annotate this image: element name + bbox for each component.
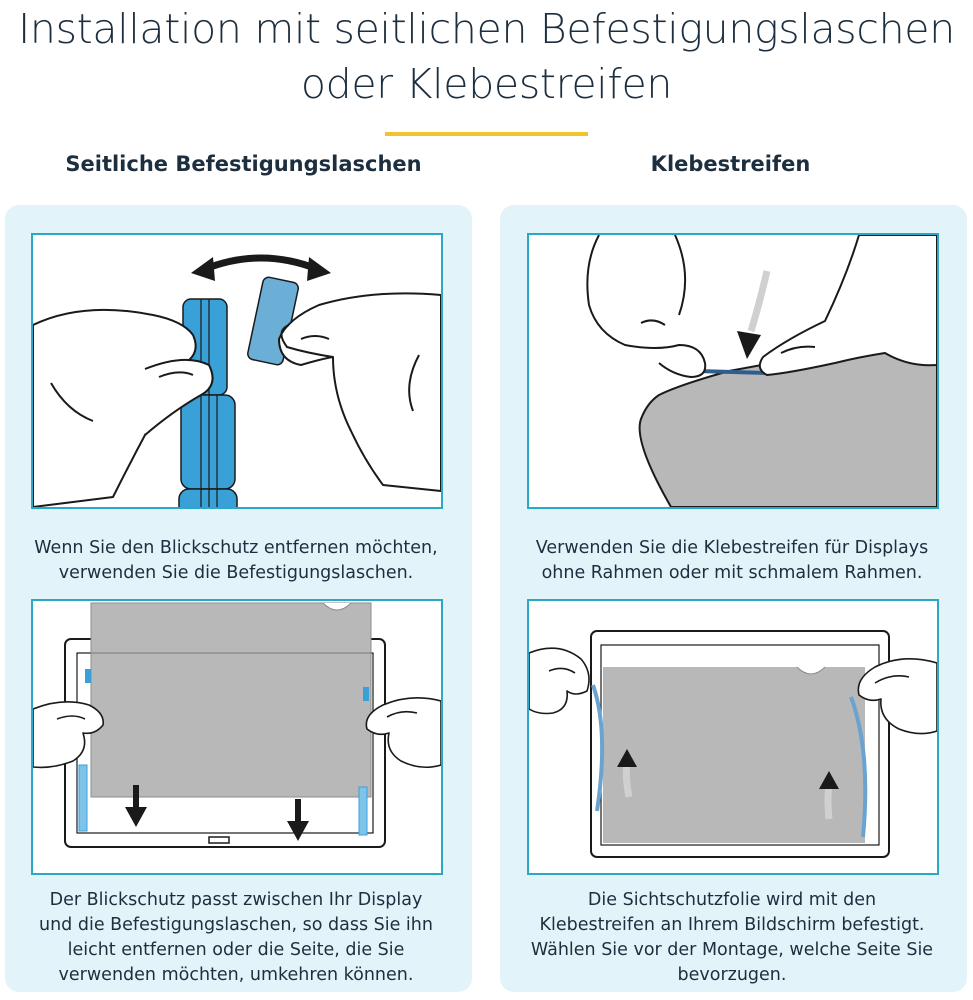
page-title-line-1: Installation mit seitlichen Befestigungslaschen (18, 5, 955, 53)
side-tab (359, 787, 367, 835)
illustration-tab-mounting (31, 599, 443, 875)
caption-adhesive-strip (517, 536, 947, 586)
page-title (0, 2, 973, 112)
left-hand (529, 648, 589, 713)
caption-line: verwenden möchten, umkehren können. (58, 965, 414, 985)
caption-line: verwenden Sie die Befestigungslaschen. (58, 563, 414, 583)
caption-line: Wählen Sie vor der Montage, welche Seite Sie (530, 940, 934, 960)
caption-line: Verwenden Sie die Klebestreifen für Displays (535, 538, 929, 558)
illustration-strip-mounting (527, 599, 939, 875)
caption-line: ohne Rahmen oder mit schmalem Rahmen. (541, 563, 923, 583)
right-hand (279, 293, 441, 491)
caption-line: Wenn Sie den Blickschutz entfernen möchten, (34, 538, 438, 558)
down-arrow-icon (737, 271, 767, 359)
side-tab (79, 765, 87, 831)
title-divider (385, 132, 588, 136)
caption-line: und die Befestigungslaschen, so dass Sie ihn (39, 915, 433, 935)
caption-line: Klebestreifen an Ihrem Bildschirm befestigt. (539, 915, 925, 935)
caption-strip-mounting (517, 888, 947, 988)
left-hand (587, 235, 705, 377)
caption-line: Der Blickschutz passt zwischen Ihr Display (49, 890, 423, 910)
privacy-film (91, 603, 371, 797)
right-hand (760, 235, 937, 375)
curved-double-arrow-icon (191, 257, 331, 281)
caption-tab-mounting (21, 888, 451, 988)
illustration-adhesive-strip (527, 233, 939, 509)
side-tab (363, 687, 369, 701)
caption-line: Die Sichtschutzfolie wird mit den (587, 890, 877, 910)
caption-line: leicht entfernen oder die Seite, die Sie (67, 940, 405, 960)
heading-side-tabs: Seitliche Befestigungslaschen (65, 152, 422, 176)
illustration-removing-tabs (31, 233, 443, 509)
side-tab (85, 669, 91, 683)
caption-line: bevorzugen. (677, 965, 787, 985)
page-title-line-2: oder Klebestreifen (300, 60, 673, 108)
caption-removing-tabs (21, 536, 451, 586)
heading-adhesive-strips: Klebestreifen (650, 152, 811, 176)
